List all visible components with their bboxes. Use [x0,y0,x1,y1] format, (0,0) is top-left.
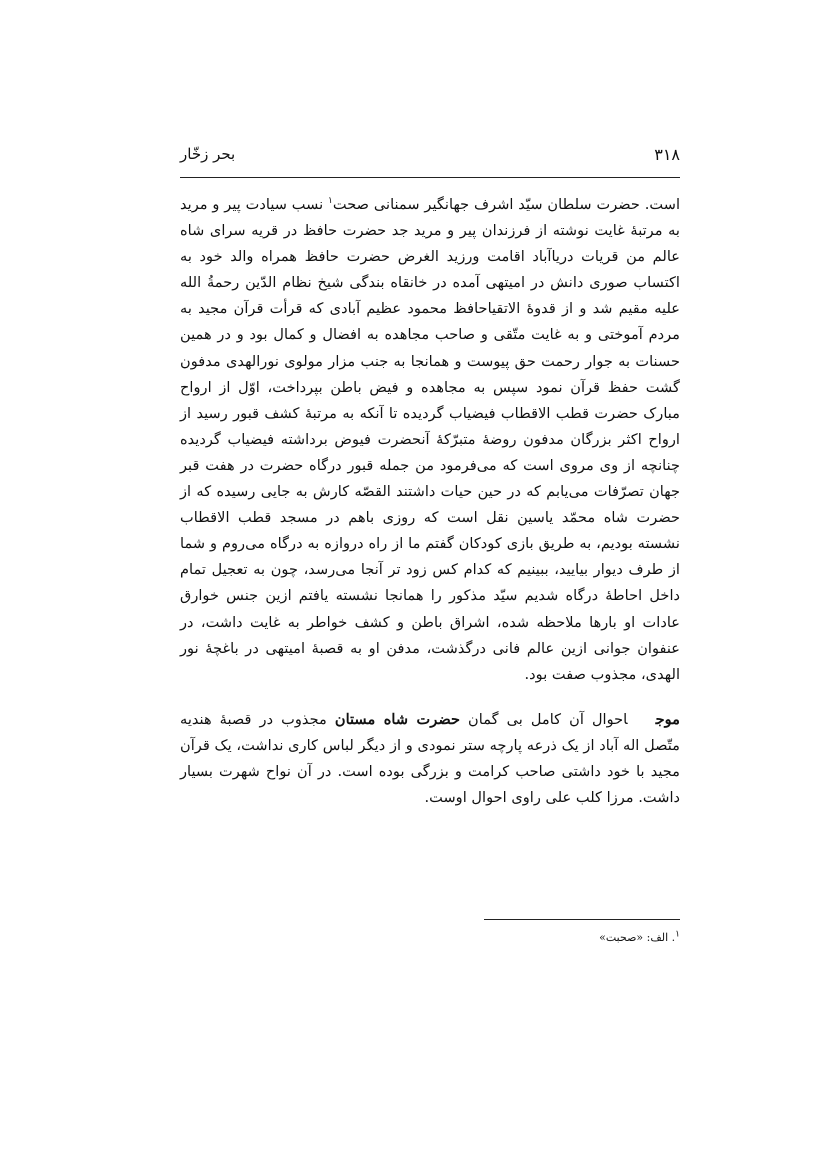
footnote-rule [484,919,680,920]
main-paragraph [180,192,680,688]
highlighted-name: حضرت شاه مستان [334,711,460,728]
paragraph-text-rest: نسب سیادت پیر و مرید به مرتبهٔ غایت نوشته از فرزندان پیر و مرید جد حضرت حافظ در قریه سرای شاه عالم من قریات دریاآباد اقامت ورزید الغرض حضرت حافظ همراه والد خود به اکتساب صوری دانش در امیتهی آمده در خانقاه بندگی شیخ نظام الدّین رحمةُ الله علیه مقیم شد و از قدوهٔ الاتقیاحافظ محمود عظیم آبادی که قرأت قرآن مجید به مردم آموختی و به غایت متّقی و صاحب مجاهده به افضال و کمال بود و در همین حسنات به جوار رحمت حق پیوست و همانجا به جنب مزار مولوی نورالهدی مدفون گشت حفظ قرآن نمود سپس به مجاهده و فیض باطن بپرداخت، اوّل از ارواح مبارک حضرت قطب الاقطاب فیضیاب گردیده تا آنکه به مرتبهٔ کشف قبور رسید از ارواح اکثر بزرگان مدفون روضهٔ متبرّکهٔ آنحضرت فیوض برداشته فیضیاب گردیده چنانچه از وی مروی است که می‌فرمود من جمله قبور درگاه حضرت در هفت قبر جهان تصرّفات می‌یابم که در حین حیات داشتند القصّه کارش به جایی رسیده که از حضرت شاه محمّد یاسین نقل است که روزی باهم در مسجد قطب الاقطاب نشسته بودیم، به طریق بازی کودکان گفتم ما از راه دروازه به درگاه می‌روم و شما از طرف دیوار بیایید، ببینیم که کدام کس زود تر آنجا می‌رسد، چون به تعجیل تمام داخل احاطهٔ درگاه شدیم سیّد مذکور را همانجا نشسته یافتم ازین جنس خوارق عادات او بارها ملاحظه شده، اشراق باطن و کشف خواطر به غایت داشت، در عنفوان جوانی ازین عالم فانی درگذشت، مدفن او به قصبهٔ امیتهی در باغچهٔ نور الهدی، مجذوب صفت بود. [180,196,680,683]
running-title: بحر زخّار [180,145,236,163]
paragraph-text-rest: مجذوب در قصبهٔ هندیه متّصل اله آباد از یک ذرعه پارچه ستر نمودی و از دیگر لباس کاری نداشت، یک قرآن مجید با خود داشتی صاحب کرامت و بزرگی بوده است. در آن نواح شهرت بسیار داشت. مرزا کلب علی راوی احوال اوست. [180,711,680,807]
paragraph-text-start: احوال آن کامل بی گمان [460,711,628,728]
footnote [480,931,680,944]
header-rule [180,177,680,178]
footnote-mark: ۱ [675,929,680,940]
paragraph-text [180,192,680,688]
page-number: ۳۱۸ [654,145,680,164]
second-paragraph [180,707,680,811]
page-header [180,145,680,173]
footnote-text: . الف: «صحبت» [599,931,676,944]
section-heading: موج [655,711,681,728]
footnote-reference[interactable]: ۱ [328,196,333,207]
paragraph-text-start: است. حضرت سلطان سیّد اشرف جهانگیر سمنانی صحت [332,196,681,213]
